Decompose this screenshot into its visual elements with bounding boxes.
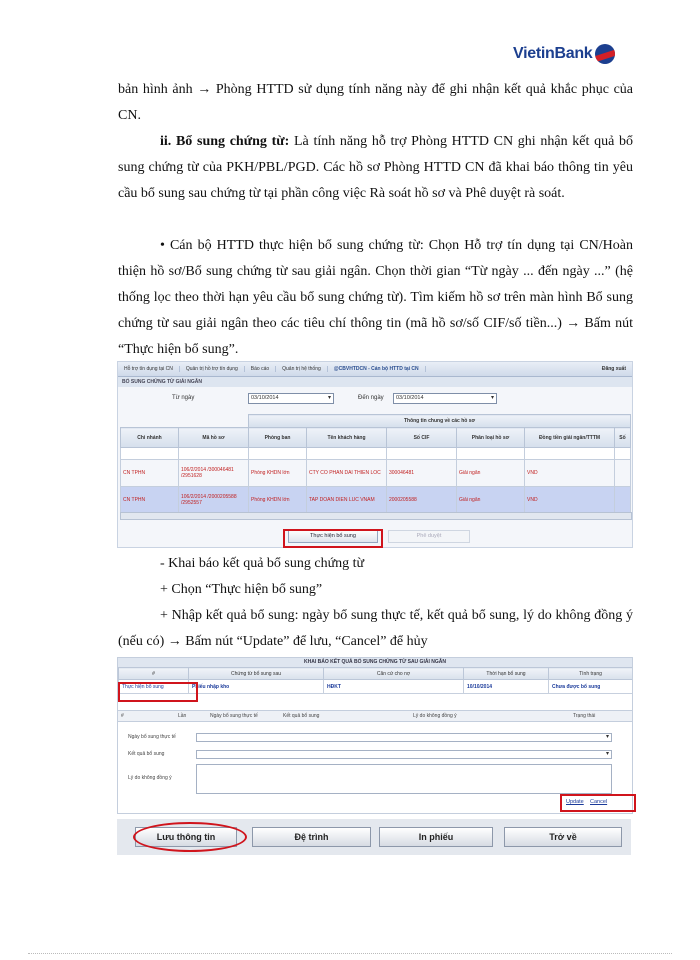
- vietinbank-logo: [513, 44, 615, 64]
- col-header[interactable]: Đồng tiền giải ngân/TTTM: [525, 428, 615, 448]
- cell: Phiếu nhập kho: [189, 680, 324, 694]
- col-header: Lần: [178, 713, 187, 719]
- col-header[interactable]: Phân loại hồ sơ: [457, 428, 525, 448]
- supplement-form: [118, 710, 632, 722]
- from-date-select[interactable]: 03/10/2014 ▾: [248, 393, 334, 404]
- from-date-label: Từ ngày: [172, 395, 195, 401]
- panel-title: BỔ SUNG CHỨNG TỪ GIẢI NGÂN: [118, 377, 632, 387]
- col-header: Thời hạn bổ sung: [464, 668, 549, 680]
- group-header: Thông tin chung về các hồ sơ: [249, 415, 631, 428]
- paragraph-intro: bản hình ảnh → Phòng HTTD sử dụng tính năng này để ghi nhận kết quả khắc phục của CN.: [118, 82, 633, 123]
- cell: 2000205588: [387, 487, 457, 514]
- col-header[interactable]: Phòng ban: [249, 428, 307, 448]
- cell: 300046481: [387, 460, 457, 487]
- col-header: Tình trạng: [549, 668, 633, 680]
- highlight-box: [560, 794, 636, 812]
- cell: 106/2/2014 /2000205588 /2952557: [179, 487, 249, 514]
- cell: CTY CO PHAN DAI THIEN LOC: [307, 460, 387, 487]
- screenshot-supplement-list: [117, 361, 633, 548]
- filter-cell[interactable]: [525, 448, 615, 460]
- col-header[interactable]: Số: [615, 428, 631, 448]
- highlight-box: [283, 529, 383, 548]
- step-enter: + Nhập kết quả bổ sung: ngày bổ sung thực tế, kết quả bổ sung, lý do không đồng ý (nếu có) → Bấm nút “Update” để lưu, “Cancel” để hủy: [118, 608, 633, 649]
- cell: [615, 487, 631, 514]
- highlight-box: [118, 682, 198, 702]
- approve-button[interactable]: Phê duyệt: [388, 530, 470, 543]
- col-header[interactable]: Số CIF: [387, 428, 457, 448]
- highlight-ellipse: [133, 822, 247, 852]
- date-field[interactable]: [196, 733, 612, 742]
- date-filter: [118, 387, 632, 413]
- nav-logout[interactable]: Đăng xuất: [601, 366, 626, 372]
- reason-field-label: Lý do không đồng ý: [128, 775, 172, 781]
- filter-cell[interactable]: [615, 448, 631, 460]
- do-supplement-link[interactable]: Thực hiện bổ sung: [119, 680, 189, 694]
- col-header: Ngày bổ sung thực tế: [210, 713, 258, 719]
- col-header[interactable]: Mã hồ sơ: [179, 428, 249, 448]
- cell: 10/10/2014: [464, 680, 549, 694]
- cell: Giải ngân: [457, 487, 525, 514]
- filter-cell[interactable]: [387, 448, 457, 460]
- cell: Phòng KHDN lớn: [249, 487, 307, 514]
- panel-title: KHAI BÁO KẾT QUẢ BỔ SUNG CHỨNG TỪ SAU GIẢI NGÂN: [118, 658, 632, 667]
- cell: VND: [525, 460, 615, 487]
- nav-item[interactable]: Hỗ trợ tín dụng tại CN: [118, 366, 180, 372]
- do-supplement-button[interactable]: Thực hiện bổ sung: [288, 530, 378, 543]
- filter-cell[interactable]: [457, 448, 525, 460]
- history-header: [118, 710, 632, 722]
- nav-item[interactable]: Quản trị hồ trợ tín dụng: [180, 366, 245, 372]
- col-header: Căn cứ cho nợ: [324, 668, 464, 680]
- filter-cell[interactable]: [249, 448, 307, 460]
- col-header: Chứng từ bổ sung sau: [189, 668, 324, 680]
- to-date-label: Đến ngày: [358, 395, 384, 401]
- col-header: #: [121, 713, 124, 719]
- cell: CN TPHN: [121, 460, 179, 487]
- update-link[interactable]: Update: [566, 799, 584, 805]
- paragraph-instructions: • Cán bộ HTTD thực hiện bổ sung chứng từ: Chọn Hỗ trợ tín dụng tại CN/Hoàn thiện hồ sơ/Bổ sung chứng từ sau giải ngân. Chọn thời gian “Từ ngày ... đến ngày ...” (hệ thống lọc theo thời hạn yêu cầu bổ sung chứng từ). Tìm kiếm hồ sơ trên màn hình Bổ sung chứng từ sau giải ngân theo các tiêu chí thông tin (mã hồ sơ/số CIF/số tiền...) → Bấm nút “Thực hiện bổ sung”.: [118, 238, 633, 357]
- table-row[interactable]: [121, 460, 631, 487]
- section-heading: ii. Bổ sung chứng từ:: [160, 134, 290, 149]
- brand-mark-icon: [595, 44, 615, 64]
- filter-cell[interactable]: [307, 448, 387, 460]
- col-header[interactable]: Chi nhánh: [121, 428, 179, 448]
- screenshot-declare-result: [117, 657, 633, 814]
- save-button[interactable]: Lưu thông tin: [135, 827, 237, 847]
- col-header: Lý do không đồng ý: [413, 713, 457, 719]
- nav-item[interactable]: Báo cáo: [245, 366, 276, 372]
- cell: Giải ngân: [457, 460, 525, 487]
- top-nav: [118, 362, 632, 377]
- reason-textarea[interactable]: [196, 764, 612, 794]
- cancel-link[interactable]: Cancel: [590, 799, 608, 805]
- nav-item[interactable]: Quản trị hệ thống: [276, 366, 328, 372]
- horizontal-scrollbar[interactable]: [120, 512, 632, 520]
- cell: [615, 460, 631, 487]
- cell: HĐKT: [324, 680, 464, 694]
- result-field-label: Kết quả bổ sung: [128, 751, 165, 757]
- step-choose: + Chọn “Thực hiện bổ sung”: [160, 582, 323, 597]
- records-grid: [120, 414, 630, 514]
- col-header: Kết quả bổ sung: [283, 713, 320, 719]
- footer-divider: [28, 953, 672, 954]
- cell: 106/2/2014 /300046481 /2951628: [179, 460, 249, 487]
- cell: Chưa được bổ sung: [549, 680, 633, 694]
- col-header: #: [119, 668, 189, 680]
- col-header: Trạng thái: [573, 713, 596, 719]
- cell: TAP DOAN DIEN LUC VNAM: [307, 487, 387, 514]
- paragraph-supplement: [118, 129, 633, 207]
- nav-user[interactable]: @CBVHTDCN - Cán bộ HTTD tại CN: [328, 366, 426, 372]
- cell: VND: [525, 487, 615, 514]
- col-header[interactable]: Tên khách hàng: [307, 428, 387, 448]
- step-declare: - Khai báo kết quả bổ sung chứng từ: [160, 556, 365, 571]
- filter-cell[interactable]: [121, 448, 179, 460]
- filter-cell[interactable]: [179, 448, 249, 460]
- result-select[interactable]: [196, 750, 612, 759]
- submit-button[interactable]: Đệ trình: [252, 827, 371, 847]
- cell: Phòng KHDN lớn: [249, 460, 307, 487]
- section-text: Là tính năng hỗ trợ Phòng HTTD CN ghi nhận kết quả bổ sung chứng từ của PKH/PBL/PGD. Các hồ sơ Phòng HTTD CN đã khai báo thông tin yêu cầu bổ sung sau chứng từ tại phần công việc Rà soát hồ sơ và Phê duyệt rà soát.: [118, 134, 633, 201]
- print-button[interactable]: In phiếu: [379, 827, 493, 847]
- table-row[interactable]: [121, 487, 631, 514]
- date-field-label: Ngày bổ sung thực tế: [128, 734, 176, 740]
- cell: CN TPHN: [121, 487, 179, 514]
- to-date-select[interactable]: 03/10/2014 ▾: [393, 393, 497, 404]
- back-button[interactable]: Trở về: [504, 827, 622, 847]
- brand-name: VietinBank: [513, 45, 593, 62]
